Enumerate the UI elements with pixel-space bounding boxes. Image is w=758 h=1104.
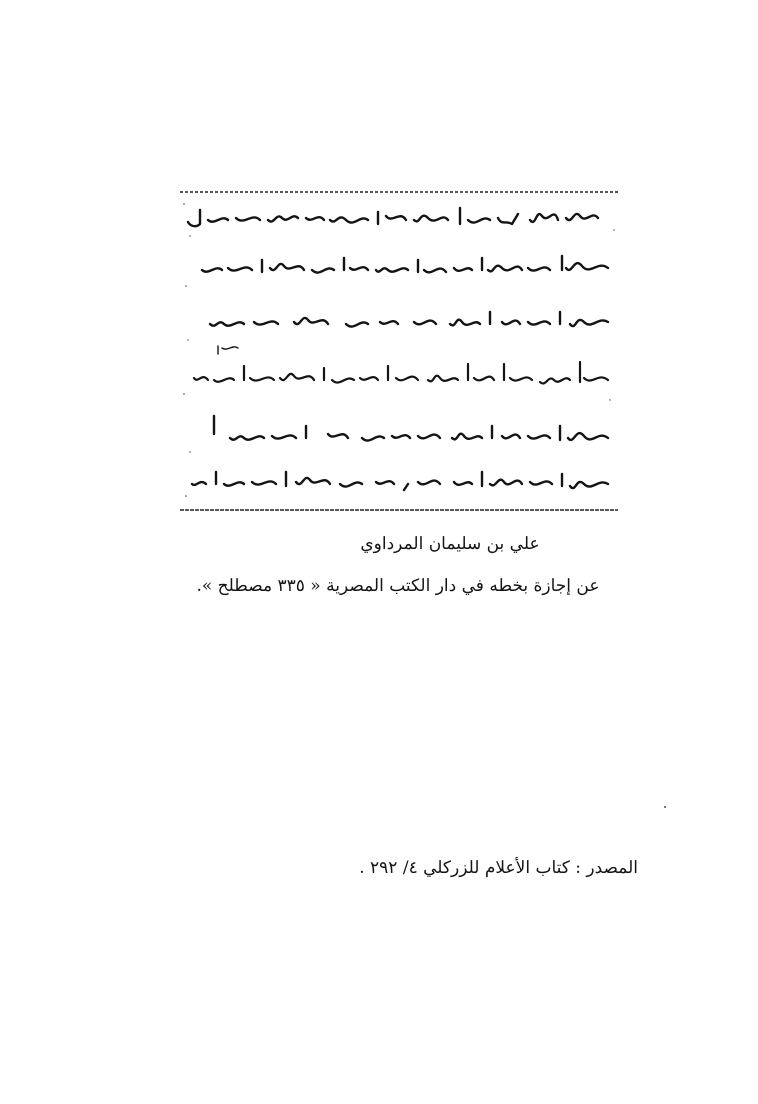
scan-speck (664, 806, 666, 808)
manuscript-image (178, 190, 620, 512)
caption-author-name: علي بن سليمان المرداوي (360, 534, 540, 554)
caption-source-note: عن إجازة بخطه في دار الكتب المصرية « ٣٣٥ مصطلح ». (196, 576, 600, 596)
source-reference: المصدر : كتاب الأعلام للزركلي ٤/ ٢٩٢ . (359, 858, 638, 878)
